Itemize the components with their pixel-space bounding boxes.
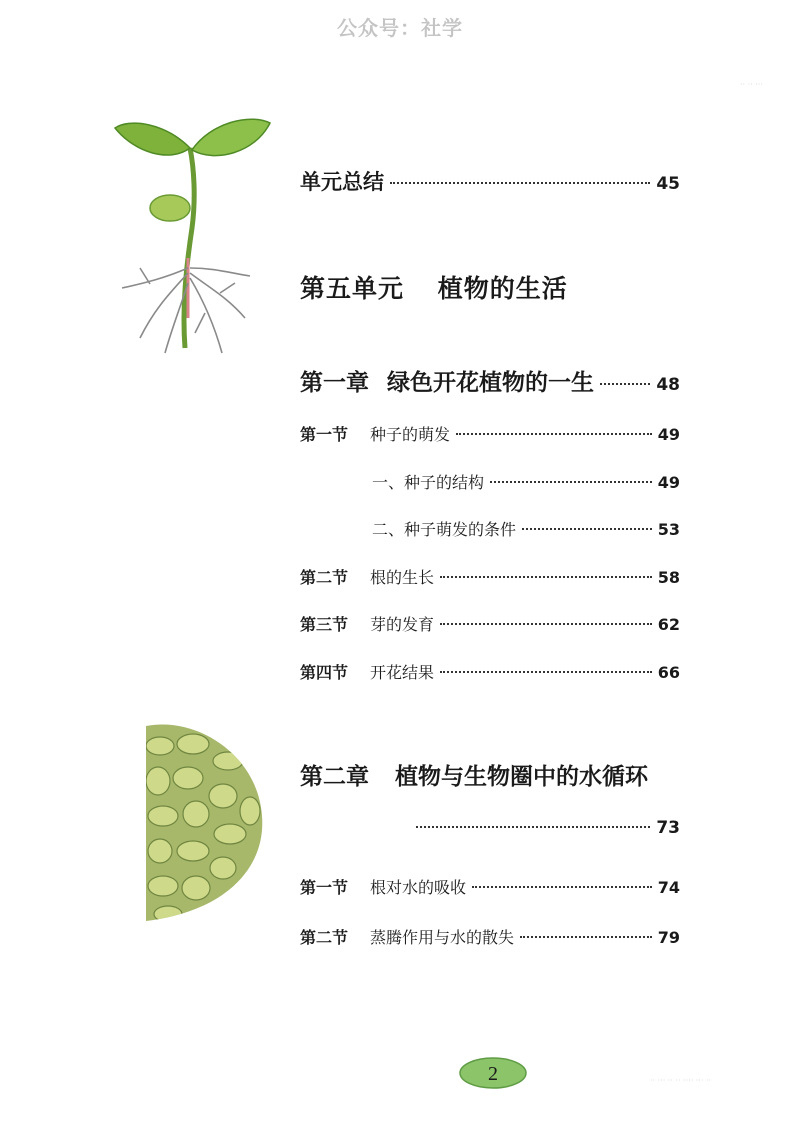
toc-chapter-2-page[interactable] <box>410 818 680 838</box>
subsection-title: 一、种子的结构 <box>372 473 485 492</box>
toc-page-number: 74 <box>657 878 680 897</box>
toc-page-number: 79 <box>657 928 680 947</box>
page-number-badge <box>458 1056 528 1090</box>
section-title: 种子的萌发 <box>370 425 451 444</box>
dot-leader <box>520 936 652 938</box>
toc-section[interactable] <box>300 925 680 948</box>
toc-page-number: 73 <box>656 818 680 838</box>
toc-section[interactable] <box>300 565 680 588</box>
toc-unit-summary[interactable] <box>300 166 680 196</box>
section-title: 根的生长 <box>370 568 435 587</box>
section-number: 第二节 <box>300 928 349 947</box>
toc-chapter-1[interactable] <box>300 364 680 397</box>
dot-leader <box>440 671 652 673</box>
watermark-text: 公众号：社学 <box>337 16 463 40</box>
toc-section[interactable] <box>300 875 680 898</box>
toc-page-number: 58 <box>657 568 680 587</box>
unit-title: 植物的生活 <box>437 274 568 303</box>
chapter-number: 第二章 <box>300 764 369 790</box>
dot-leader <box>440 623 652 625</box>
chapter-title: 绿色开花植物的一生 <box>387 370 594 396</box>
dot-leader <box>440 576 652 578</box>
toc-page-number: 49 <box>657 425 680 444</box>
toc-page-number: 66 <box>657 663 680 682</box>
section-title: 芽的发育 <box>370 615 435 634</box>
unit-heading <box>300 269 568 305</box>
section-title: 蒸腾作用与水的散失 <box>370 928 515 947</box>
toc-section[interactable] <box>300 660 680 683</box>
toc-page-number: 62 <box>657 615 680 634</box>
section-number: 第一节 <box>300 425 349 444</box>
toc-title: 单元总结 <box>300 170 384 194</box>
dot-leader <box>472 886 652 888</box>
section-title: 根对水的吸收 <box>370 878 467 897</box>
chapter-number: 第一章 <box>300 370 369 396</box>
subsection-title: 二、种子萌发的条件 <box>372 520 517 539</box>
section-title: 开花结果 <box>370 663 435 682</box>
section-number: 第三节 <box>300 615 349 634</box>
toc-section[interactable] <box>300 612 680 635</box>
footer-note: ·· ··· ·· ·· ···· ··· ·· <box>650 1076 712 1085</box>
dot-leader <box>522 528 652 530</box>
toc-page-number: 48 <box>656 375 680 395</box>
toc-section[interactable] <box>300 422 680 445</box>
dot-leader <box>600 383 650 385</box>
corner-note: ·· ·· ··· <box>740 80 763 89</box>
toc-subsection[interactable] <box>372 517 680 540</box>
unit-number: 第五单元 <box>300 274 405 303</box>
dot-leader <box>456 433 652 435</box>
toc-page-number: 53 <box>657 520 680 539</box>
toc-chapter-2[interactable] <box>300 758 648 791</box>
dot-leader <box>416 826 650 828</box>
toc-page-number: 45 <box>656 174 680 194</box>
seedling-illustration <box>110 108 280 358</box>
dot-leader <box>390 182 650 184</box>
toc-subsection[interactable] <box>372 470 680 493</box>
section-number: 第二节 <box>300 568 349 587</box>
toc-page-number: 49 <box>657 473 680 492</box>
dot-leader <box>490 481 652 483</box>
chapter-title: 植物与生物圈中的水循环 <box>395 764 649 790</box>
leaf-cells-illustration <box>138 716 266 926</box>
section-number: 第四节 <box>300 663 349 682</box>
section-number: 第一节 <box>300 878 349 897</box>
page-number: 2 <box>488 1063 498 1085</box>
